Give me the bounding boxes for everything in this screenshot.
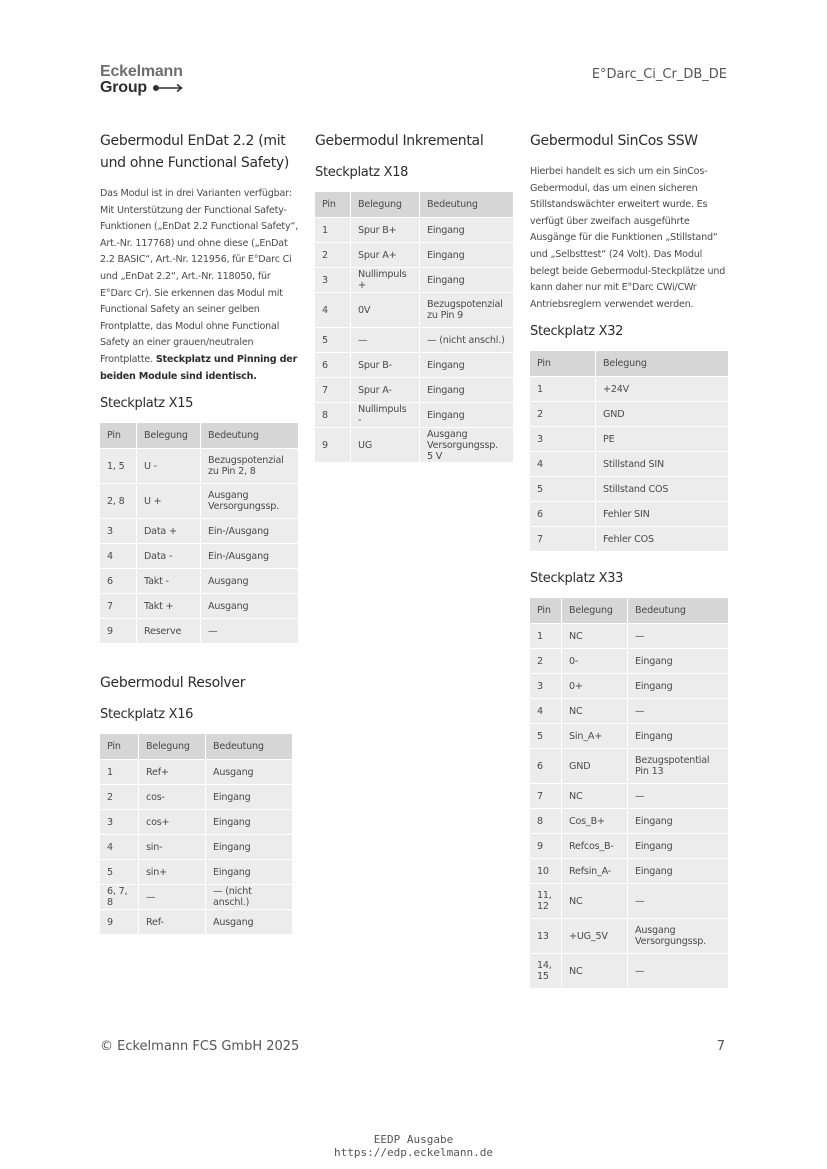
table-cell: Eingang xyxy=(206,784,292,809)
table-cell: 4 xyxy=(530,698,562,723)
table-cell: Bezugspotenzial zu Pin 2, 8 xyxy=(201,448,298,483)
table-cell: 8 xyxy=(315,402,351,427)
table-cell: 2 xyxy=(530,401,596,426)
page-number: 7 xyxy=(716,1039,725,1054)
resolver-title: Gebermodul Resolver xyxy=(100,675,246,692)
table-row xyxy=(315,402,513,427)
table-cell: Eingang xyxy=(420,402,513,427)
table-cell: — xyxy=(628,698,728,723)
table-cell: Eingang xyxy=(628,833,728,858)
table-cell: Eingang xyxy=(628,858,728,883)
table-cell: cos- xyxy=(139,784,206,809)
table-cell: 5 xyxy=(315,327,351,352)
table-header-row xyxy=(315,192,513,217)
table-cell: PE xyxy=(596,426,728,451)
column-middle xyxy=(315,130,514,462)
table-cell: 2, 8 xyxy=(100,483,137,518)
table-cell: Eingang xyxy=(206,809,292,834)
table-cell: Ausgang xyxy=(206,909,292,934)
sincos-description: Hierbei handelt es sich um ein SinCos-Gebermodul, das um einen sicheren Stillstandswächter erweitert wurde. Es verfügt über zweifach ausgeführte Ausgänge für die Funktionen „Stillstand“ und „Selbsttest“ (24 Volt). Das Modul belegt beide Gebermodul-Steckplätze und kann daher nur mit E°Darc CWi/CWr Antriebsreglern verwendet werden. xyxy=(530,166,726,310)
table-header-row xyxy=(100,423,298,448)
column-header: Belegung xyxy=(137,423,201,448)
table-cell: Data - xyxy=(137,543,201,568)
table-cell: 1 xyxy=(100,759,139,784)
table-cell: 1 xyxy=(530,623,562,648)
table-cell: 0V xyxy=(351,292,420,327)
table-row xyxy=(100,884,292,909)
table-cell: 3 xyxy=(100,518,137,543)
footer-copyright: © Eckelmann FCS GmbH 2025 xyxy=(100,1039,300,1054)
table-cell: 9 xyxy=(100,618,137,643)
table-cell: 13 xyxy=(530,918,562,953)
table-cell: 9 xyxy=(100,909,139,934)
table-cell: +UG_5V xyxy=(562,918,628,953)
table-cell: NC xyxy=(562,953,628,988)
table-row xyxy=(530,698,728,723)
eedp-ausgabe-stamp xyxy=(0,1133,827,1159)
table-cell: GND xyxy=(596,401,728,426)
table-cell: 4 xyxy=(530,451,596,476)
table-cell: 6 xyxy=(530,501,596,526)
column-left xyxy=(100,130,299,934)
table-row xyxy=(315,267,513,292)
table-header-row xyxy=(530,598,728,623)
table-row xyxy=(315,327,513,352)
table-cell: Refcos_B- xyxy=(562,833,628,858)
table-row xyxy=(315,352,513,377)
ausgabe-url: https://edp.eckelmann.de xyxy=(334,1146,493,1159)
table-cell: — xyxy=(201,618,298,643)
table-cell: 7 xyxy=(315,377,351,402)
table-cell: Spur A+ xyxy=(351,242,420,267)
table-cell: Eingang xyxy=(206,834,292,859)
table-cell: sin+ xyxy=(139,859,206,884)
table-row xyxy=(530,953,728,988)
table-cell: Stillstand SIN xyxy=(596,451,728,476)
table-row xyxy=(100,543,298,568)
table-cell: Refsin_A- xyxy=(562,858,628,883)
table-row xyxy=(100,834,292,859)
x15-pin-table xyxy=(100,423,298,643)
endat-title: Gebermodul EnDat 2.2 (mit und ohne Functional Safety) xyxy=(100,133,290,171)
table-row xyxy=(100,483,298,518)
table-cell: Ref- xyxy=(139,909,206,934)
x16-pin-table xyxy=(100,734,292,934)
table-cell: 0- xyxy=(562,648,628,673)
table-cell: Ausgang Versorgungssp. xyxy=(201,483,298,518)
table-cell: U - xyxy=(137,448,201,483)
table-row xyxy=(315,217,513,242)
table-row xyxy=(530,426,728,451)
table-cell: 7 xyxy=(100,593,137,618)
table-cell: 1 xyxy=(530,376,596,401)
logo-arrow-icon xyxy=(152,83,184,93)
table-row xyxy=(100,518,298,543)
table-cell: 4 xyxy=(100,834,139,859)
table-cell: Eingang xyxy=(628,648,728,673)
table-cell: Eingang xyxy=(420,242,513,267)
table-cell: cos+ xyxy=(139,809,206,834)
table-cell: 4 xyxy=(100,543,137,568)
table-cell: 3 xyxy=(530,673,562,698)
table-row xyxy=(530,833,728,858)
table-cell: 1 xyxy=(315,217,351,242)
table-cell: NC xyxy=(562,623,628,648)
slot-x15-title: Steckplatz X15 xyxy=(100,396,194,412)
table-row xyxy=(315,377,513,402)
table-row xyxy=(530,376,728,401)
table-cell: Ref+ xyxy=(139,759,206,784)
column-header: Bedeutung xyxy=(201,423,298,448)
slot-x33-title: Steckplatz X33 xyxy=(530,571,624,587)
table-cell: 11, 12 xyxy=(530,883,562,918)
logo-line1: Eckelmann xyxy=(100,63,183,80)
table-cell: Eingang xyxy=(206,859,292,884)
inkremental-title: Gebermodul Inkremental xyxy=(315,133,484,149)
slot-x32-title: Steckplatz X32 xyxy=(530,324,624,340)
eckelmann-logo xyxy=(100,64,184,96)
table-row xyxy=(530,723,728,748)
table-cell: — (nicht anschl.) xyxy=(206,884,292,909)
table-cell: 2 xyxy=(100,784,139,809)
table-cell: NC xyxy=(562,783,628,808)
table-row xyxy=(315,292,513,327)
table-cell: Fehler COS xyxy=(596,526,728,551)
table-row xyxy=(100,618,298,643)
table-row xyxy=(530,858,728,883)
sincos-title: Gebermodul SinCos SSW xyxy=(530,133,698,149)
table-cell: Stillstand COS xyxy=(596,476,728,501)
table-cell: Ausgang xyxy=(201,568,298,593)
table-cell: 6 xyxy=(100,568,137,593)
table-cell: 7 xyxy=(530,783,562,808)
table-cell: Spur B+ xyxy=(351,217,420,242)
table-cell: 4 xyxy=(315,292,351,327)
column-header: Bedeutung xyxy=(420,192,513,217)
table-row xyxy=(530,883,728,918)
endat-description: Das Modul ist in drei Varianten verfügbar: Mit Unterstützung der Functional Safety-Funktionen („EnDat 2.2 Functional Safety“, Art.-Nr. 117768) und ohne diese („EnDat 2.2 BASIC“, Art.-Nr. 121956, für E°Darc Ci und „EnDat 2.2“, Art.-Nr. 118050, für E°Darc Cr). Sie erkennen das Modul mit Functional Safety an seiner gelben Frontplatte, das Modul ohne Functional Safety an einer grauen/neutralen Frontplatte. Steckplatz und Pinning der beiden Module sind identisch. xyxy=(100,188,299,382)
column-header: Bedeutung xyxy=(206,734,292,759)
table-header-row xyxy=(100,734,292,759)
table-cell: 0+ xyxy=(562,673,628,698)
table-cell: Takt - xyxy=(137,568,201,593)
table-row xyxy=(100,593,298,618)
endat-note-bold: Steckplatz und Pinning der beiden Module sind identisch. xyxy=(100,353,298,382)
table-cell: Eingang xyxy=(628,808,728,833)
slot-x18-title: Steckplatz X18 xyxy=(315,165,409,180)
table-cell: — (nicht anschl.) xyxy=(420,327,513,352)
table-row xyxy=(315,242,513,267)
table-cell: Ein-/Ausgang xyxy=(201,543,298,568)
table-cell: 14, 15 xyxy=(530,953,562,988)
table-cell: 5 xyxy=(100,859,139,884)
table-row xyxy=(100,809,292,834)
document-id: E°Darc_Ci_Cr_DB_DE xyxy=(591,67,727,82)
x18-pin-table xyxy=(315,192,513,462)
table-cell: 3 xyxy=(315,267,351,292)
table-row xyxy=(530,748,728,783)
column-header: Belegung xyxy=(139,734,206,759)
column-header: Pin xyxy=(530,351,596,376)
table-row xyxy=(530,401,728,426)
table-cell: Takt + xyxy=(137,593,201,618)
table-cell: Ausgang xyxy=(201,593,298,618)
table-row xyxy=(530,648,728,673)
column-header: Pin xyxy=(315,192,351,217)
table-cell: 8 xyxy=(530,808,562,833)
table-cell: Nullimpuls + xyxy=(351,267,420,292)
table-cell: 2 xyxy=(315,242,351,267)
table-row xyxy=(100,784,292,809)
table-cell: Eingang xyxy=(420,217,513,242)
table-cell: UG xyxy=(351,427,420,462)
table-header-row xyxy=(530,351,728,376)
table-cell: +24V xyxy=(596,376,728,401)
table-cell: Bezugspotential Pin 13 xyxy=(628,748,728,783)
table-cell: Fehler SIN xyxy=(596,501,728,526)
table-cell: 6, 7, 8 xyxy=(100,884,139,909)
table-cell: sin- xyxy=(139,834,206,859)
table-cell: Spur B- xyxy=(351,352,420,377)
column-header: Belegung xyxy=(596,351,728,376)
table-row xyxy=(530,623,728,648)
table-cell: 5 xyxy=(530,723,562,748)
table-cell: Data + xyxy=(137,518,201,543)
slot-x16-title: Steckplatz X16 xyxy=(100,707,194,723)
table-cell: 5 xyxy=(530,476,596,501)
table-cell: Eingang xyxy=(628,673,728,698)
column-header: Pin xyxy=(100,734,139,759)
table-row xyxy=(315,427,513,462)
table-row xyxy=(530,673,728,698)
table-cell: — xyxy=(351,327,420,352)
table-cell: 9 xyxy=(530,833,562,858)
table-cell: Spur A- xyxy=(351,377,420,402)
table-cell: NC xyxy=(562,698,628,723)
table-cell: Bezugspotenzial zu Pin 9 xyxy=(420,292,513,327)
table-row xyxy=(530,783,728,808)
x32-pin-table xyxy=(530,351,728,551)
table-cell: 10 xyxy=(530,858,562,883)
column-header: Pin xyxy=(100,423,137,448)
table-row xyxy=(530,808,728,833)
table-cell: 7 xyxy=(530,526,596,551)
logo-line2: Group xyxy=(100,79,147,96)
table-cell: — xyxy=(628,623,728,648)
column-header: Pin xyxy=(530,598,562,623)
table-cell: Eingang xyxy=(420,267,513,292)
table-cell: 3 xyxy=(530,426,596,451)
table-cell: Nullimpuls - xyxy=(351,402,420,427)
column-header: Bedeutung xyxy=(628,598,728,623)
table-cell: — xyxy=(628,783,728,808)
table-cell: NC xyxy=(562,883,628,918)
table-cell: — xyxy=(628,953,728,988)
table-cell: 6 xyxy=(530,748,562,783)
column-header: Belegung xyxy=(351,192,420,217)
table-row xyxy=(100,448,298,483)
x33-pin-table xyxy=(530,598,728,988)
table-cell: Ein-/Ausgang xyxy=(201,518,298,543)
table-row xyxy=(530,501,728,526)
table-cell: — xyxy=(139,884,206,909)
table-row xyxy=(100,759,292,784)
table-row xyxy=(530,526,728,551)
table-row xyxy=(530,918,728,953)
table-cell: 9 xyxy=(315,427,351,462)
table-cell: 1, 5 xyxy=(100,448,137,483)
table-row xyxy=(530,476,728,501)
table-row xyxy=(530,451,728,476)
table-cell: U + xyxy=(137,483,201,518)
table-cell: Reserve xyxy=(137,618,201,643)
column-header: Belegung xyxy=(562,598,628,623)
table-cell: Eingang xyxy=(420,352,513,377)
table-row xyxy=(100,859,292,884)
table-cell: 2 xyxy=(530,648,562,673)
table-cell: Sin_A+ xyxy=(562,723,628,748)
table-cell: 3 xyxy=(100,809,139,834)
table-cell: Cos_B+ xyxy=(562,808,628,833)
table-row xyxy=(100,568,298,593)
table-row xyxy=(100,909,292,934)
table-cell: — xyxy=(628,883,728,918)
table-cell: 6 xyxy=(315,352,351,377)
table-cell: Eingang xyxy=(420,377,513,402)
table-cell: Ausgang xyxy=(206,759,292,784)
table-cell: Ausgang Versorgungssp. 5 V xyxy=(420,427,513,462)
table-cell: Ausgang Versorgungssp. xyxy=(628,918,728,953)
column-right xyxy=(530,130,729,988)
ausgabe-label: EEDP Ausgabe xyxy=(373,1133,454,1146)
table-cell: Eingang xyxy=(628,723,728,748)
table-cell: GND xyxy=(562,748,628,783)
